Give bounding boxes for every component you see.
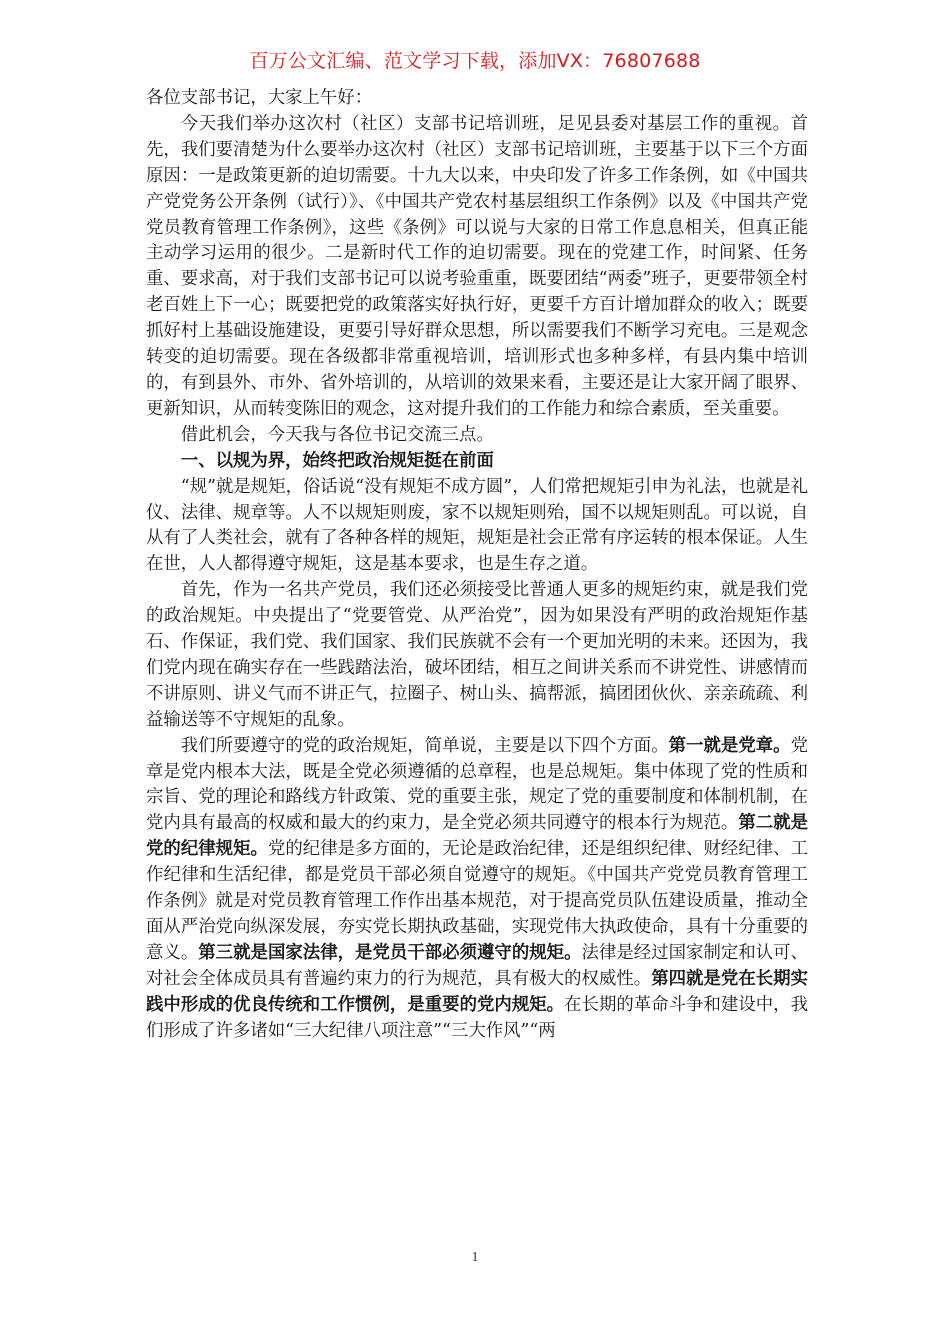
text-segment: 我们所要遵守的党的政治规矩，简单说，主要是以下四个方面。 <box>180 735 669 756</box>
paragraph-rules-definition: “规”就是规矩，俗话说“没有规矩不成方圆”，人们常把规矩引申为礼法，也就是礼仪、法律、规章等。人不以规矩则废，家不以规矩则殆，国不以规矩则乱。可以说，自从有了人类社会，就有了各种各样的规矩，规矩是社会正常有序运转的根本保证。人生在世，人人都得遵守规矩，这是基本要求，也是生存之道。 <box>146 476 808 575</box>
text-segment: 法律是经过国家制定和认可、对社会全体成员具有普遍约束力的行为规范，具有极大的权威性。 <box>146 942 808 989</box>
text-segment: 党的纪律是多方面的，无论是政治纪律，还是组织纪律、财经纪律、工作纪律和生活纪律，都是党员干部必须自觉遵守的规矩。《中国共产党党员教育管理工作条例》就是对党员教育管理工作作出基本规范，对于提高党员队伍建设质量，推动全面从严治党向纵深发展，夯实党长期执政基础，实现党伟大执政使命，具有十分重要的意义。 <box>146 839 808 963</box>
paragraph-intro: 今天我们举办这次村（社区）支部书记培训班，足见县委对基层工作的重视。首先，我们要清楚为什么要举办这次村（社区）支部书记培训班，主要基于以下三个方面原因：一是政策更新的迫切需要。十九大以来，中央印发了许多工作条例，如《中国共产党党务公开条例（试行）》、《中国共产党农村基层组织工作条例》以及《中国共产党党员教育管理工作条例》，这些《条例》可以说与大家的日常工作息息相关，但真正能主动学习运用的很少。二是新时代工作的迫切需要。现在的党建工作，时间紧、任务重、要求高，对于我们支部书记可以说考验重重，既要团结“两委”班子，更要带领全村老百姓上下一心；既要把党的政策落实好执行好，更要千方百计增加群众的收入；既要抓好村上基础设施建设，更要引导好群众思想，所以需要我们不断学习充电。三是观念转变的迫切需要。现在各级都非常重视培训，培训形式也多种多样，有县内集中培训的，有到县外、市外、省外培训的，从培训的效果来看，主要还是让大家开阔了眼界、更新知识，从而转变陈旧的观念，这对提升我们的工作能力和综合素质，至关重要。 <box>146 113 808 419</box>
bold-point-1: 第一就是党章。 <box>668 735 791 756</box>
text-segment: 党章是党内根本大法，既是全党必须遵循的总章程，也是总规矩。集中体现了党的性质和宗旨、党的理论和路线方针政策、党的重要主张，规定了党的重要制度和体制机制，在党内具有最高的权威和最大的约束力，是全党必须共同遵守的根本行为规范。 <box>146 735 808 834</box>
bold-point-3: 第三就是国家法律，是党员干部必须遵守的规矩。 <box>198 942 582 963</box>
document-body <box>146 86 808 1045</box>
paragraph-four-aspects <box>146 734 808 1045</box>
paragraph-political-rules: 首先，作为一名共产党员，我们还必须接受比普通人更多的规矩约束，就是我们党的政治规矩。中央提出了“党要管党、从严治党”，因为如果没有严明的政治规矩作基石、作保证，我们党、我们国家、我们民族就不会有一个更加光明的未来。还因为，我们党内现在确实存在一些践踏法治，破坏团结，相互之间讲关系而不讲党性、讲感情而不讲原则、讲义气而不讲正气，拉圈子、树山头、搞帮派，搞团团伙伙、亲亲疏疏、利益输送等不守规矩的乱象。 <box>146 580 808 730</box>
paragraph-transition: 借此机会，今天我与各位书记交流三点。 <box>180 424 494 445</box>
bold-point-2: 第二就是党的纪律规矩。 <box>146 813 808 860</box>
bold-point-4: 第四就是党在长期实践中形成的优良传统和工作惯例，是重要的党内规矩。 <box>146 968 808 1015</box>
section-heading-1: 一、以规为界，始终把政治规矩挺在前面 <box>180 450 494 471</box>
header-banner: 百万公文汇编、范文学习下载，添加VX：76807688 <box>249 50 701 72</box>
page-number: 1 <box>471 1250 479 1265</box>
text-segment: 在长期的革命斗争和建设中，我们形成了许多诸如“三大纪律八项注意”“三大作风”“两 <box>146 994 808 1041</box>
greeting: 各位支部书记，大家上午好： <box>146 88 373 108</box>
